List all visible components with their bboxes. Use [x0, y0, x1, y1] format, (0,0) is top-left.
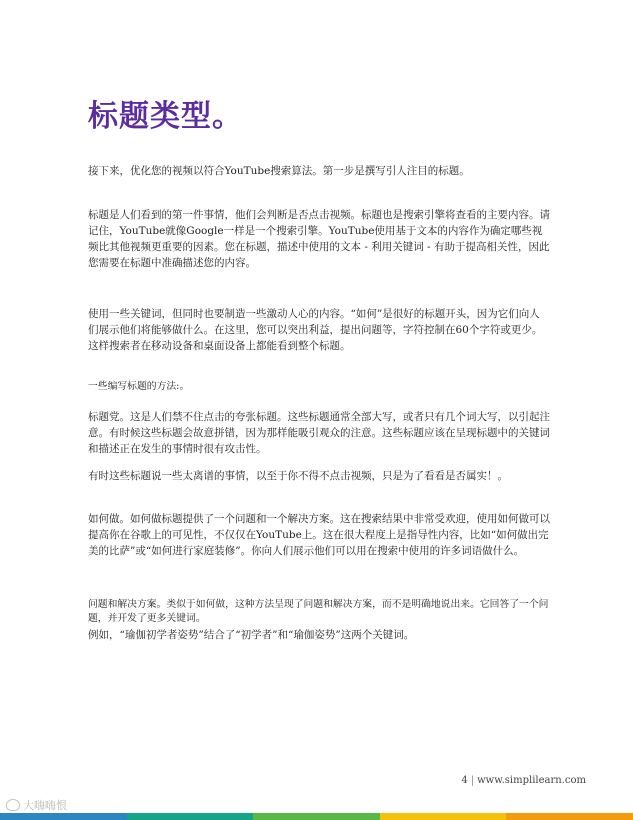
footer-url: www.simplilearn.com	[477, 775, 586, 786]
paragraph-clickbait: 标题党。这是人们禁不住点击的夸张标题。这些标题通常全部大写，或者只有几个词大写，以引起注意。有时候这些标题会故意拼错，因为那样能吸引观众的注意。这些标题应该在呈现标题中的关键词和描述正在发生的事情时很有攻击性。	[88, 411, 550, 455]
paragraph-intro: 接下来，优化您的视频以符合YouTube搜索算法。第一步是撰写引人注目的标题。	[88, 165, 470, 177]
watermark-text: 大嗨嗨恨	[23, 799, 67, 812]
paragraph-title-importance: 标题是人们看到的第一件事情，他们会判断是否点击视频。标题也是搜索引擎将查看的主要内容。请记住，YouTube就像Google一样是一个搜索引擎。YouTube使用基于文本的内容作为确定哪些视频比其他视频更重要的因素。您在标题，描述中使用的文本 - 利用关键词 - 有助于提高相关性，因此您需要在标题中准确描述您的内容。	[88, 209, 550, 269]
paragraph-outrageous: 有时这些标题说一些太离谱的事情，以至于你不得不点击视频，只是为了看看是否属实！。	[88, 470, 508, 482]
paragraph-problem-solution: 问题和解决方案。类似于如何做，这种方法呈现了问题和解决方案，而不是明确地说出来。它回答了一个问题，并开发了更多关键词。	[88, 599, 549, 624]
paragraph-keywords: 使用一些关键词，但同时也要制造一些激动人心的内容。“如何”是很好的标题开头，因为它们向人们展示他们将能够做什么。在这里，您可以突出利益，提出问题等，字符控制在60个字符或更少。这样搜索者在移动设备和桌面设备上都能看到整个标题。	[88, 308, 543, 352]
bottom-bar-segment	[253, 813, 380, 820]
bottom-bar-segment	[0, 813, 127, 820]
watermark	[6, 797, 67, 813]
bottom-bar-segment	[380, 813, 507, 820]
paragraph-methods-intro: 一些编写标题的方法:。	[88, 381, 190, 392]
bottom-bar-segment	[506, 813, 633, 820]
page-number: 4	[461, 775, 468, 786]
page-heading: 标题类型。	[88, 99, 243, 134]
watermark-logo-icon	[6, 799, 20, 811]
paragraph-how-to: 如何做。如何做标题提供了一个问题和一个解决方案。这在搜索结果中非常受欢迎，使用如何做可以提高你在谷歌上的可见性，不仅仅在YouTube上。这在很大程度上是指导性内容，比如“如何做出完美的比萨”或“如何进行家庭装修”。你向人们展示他们可以用在搜索中使用的许多词语做什么。	[88, 513, 550, 557]
page-footer	[461, 775, 586, 786]
paragraph-example: 例如，“瑜伽初学者姿势”结合了“初学者”和“瑜伽姿势”这两个关键词。	[88, 629, 415, 641]
footer-separator: |	[470, 775, 475, 786]
bottom-bar-segment	[127, 813, 254, 820]
bottom-color-bar	[0, 813, 633, 820]
